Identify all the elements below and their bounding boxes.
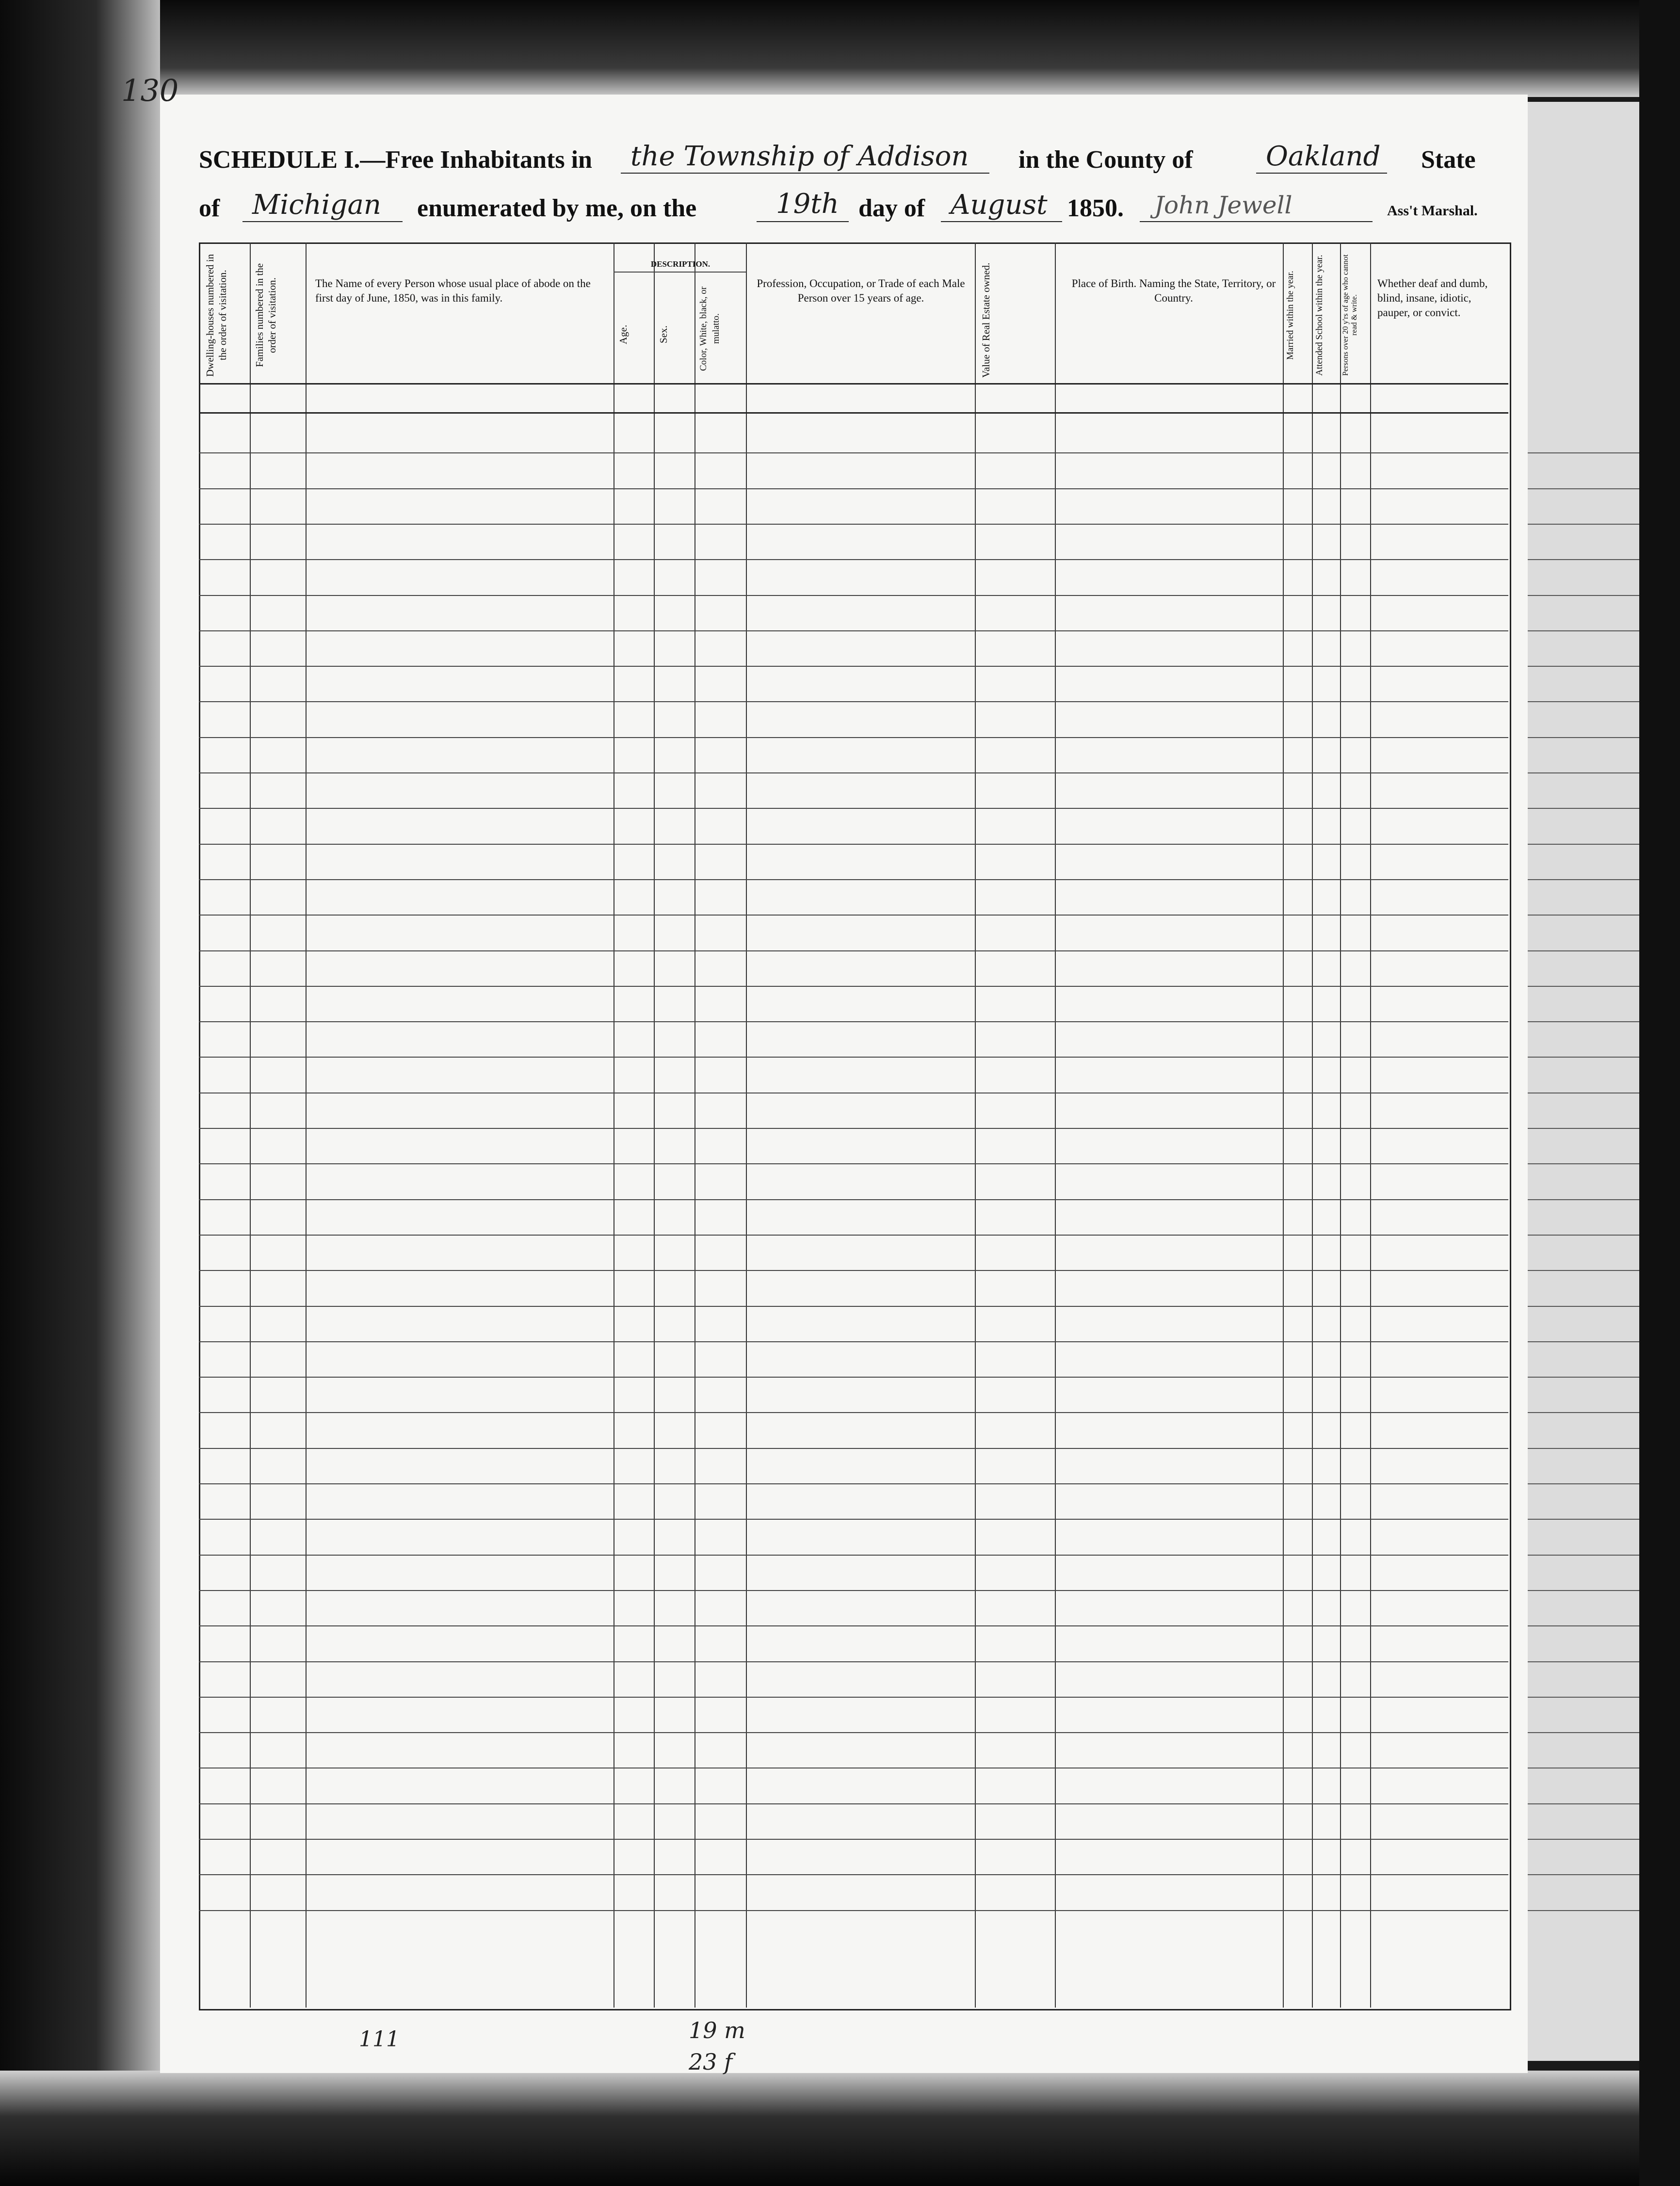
adjacent-row-rule bbox=[1528, 1625, 1639, 1626]
month-underline bbox=[941, 221, 1062, 222]
adjacent-row-rule bbox=[1528, 1448, 1639, 1449]
day-of-label: day of bbox=[858, 194, 925, 222]
adjacent-row-rule bbox=[1528, 452, 1639, 453]
row-rule bbox=[199, 1199, 1508, 1200]
row-rule bbox=[199, 1377, 1508, 1378]
marshal-label: Ass't Marshal. bbox=[1387, 203, 1478, 219]
col11-header: Attended School within the year. bbox=[1314, 255, 1325, 376]
state-value: Michigan bbox=[252, 189, 381, 221]
row-rule bbox=[199, 915, 1508, 916]
row-rule bbox=[199, 1732, 1508, 1733]
adjacent-row-rule bbox=[1528, 772, 1639, 773]
row-rule bbox=[199, 1910, 1508, 1911]
description-rule bbox=[614, 272, 746, 273]
header-rule bbox=[199, 383, 1508, 385]
row-rule bbox=[199, 1555, 1508, 1556]
adjacent-row-rule bbox=[1528, 737, 1639, 738]
col12-header: Persons over 20 y'rs of age who cannot read & write. bbox=[1341, 254, 1358, 376]
row-rule bbox=[199, 1021, 1508, 1022]
description-header: DESCRIPTION. bbox=[650, 259, 711, 269]
subdivision-value: the Township of Addison bbox=[630, 141, 969, 172]
footer-tally-male: 19 m bbox=[689, 2017, 745, 2043]
adjacent-page-strip bbox=[1528, 102, 1639, 2061]
col5-header: Sex. bbox=[658, 325, 669, 344]
column-rule bbox=[746, 242, 747, 2008]
adjacent-row-rule bbox=[1528, 1697, 1639, 1698]
column-rule bbox=[1370, 242, 1371, 2008]
row-rule bbox=[199, 986, 1508, 987]
row-rule bbox=[199, 1128, 1508, 1129]
col10-header: Married within the year. bbox=[1285, 271, 1295, 360]
row-rule bbox=[199, 1590, 1508, 1591]
adjacent-row-rule bbox=[1528, 1803, 1639, 1804]
adjacent-row-rule bbox=[1528, 1128, 1639, 1129]
adjacent-row-rule bbox=[1528, 1235, 1639, 1236]
year-value: 1850. bbox=[1067, 194, 1124, 222]
row-rule bbox=[199, 1874, 1508, 1875]
col8-header: Value of Real Estate owned. bbox=[980, 262, 992, 378]
row-rule bbox=[199, 1306, 1508, 1307]
row-rule bbox=[199, 1341, 1508, 1342]
adjacent-row-rule bbox=[1528, 524, 1639, 525]
column-rule bbox=[250, 242, 251, 2008]
col9-header: Place of Birth. Naming the State, Territory, or Country. bbox=[1071, 277, 1276, 304]
census-table bbox=[199, 242, 1511, 2010]
col13-header: Whether deaf and dumb, blind, insane, idiotic, pauper, or convict. bbox=[1377, 277, 1488, 319]
row-rule bbox=[199, 452, 1508, 453]
day-underline bbox=[757, 221, 849, 222]
county-underline bbox=[1256, 173, 1387, 174]
row-rule bbox=[199, 666, 1508, 667]
adjacent-row-rule bbox=[1528, 879, 1639, 880]
adjacent-row-rule bbox=[1528, 1377, 1639, 1378]
column-rule bbox=[654, 242, 655, 2008]
scan-top-border bbox=[0, 0, 1680, 97]
subdivision-underline bbox=[621, 173, 989, 174]
row-rule bbox=[199, 1163, 1508, 1164]
adjacent-row-rule bbox=[1528, 1555, 1639, 1556]
row-rule bbox=[199, 1270, 1508, 1271]
row-rule bbox=[199, 595, 1508, 596]
column-rule bbox=[1312, 242, 1313, 2008]
column-number-rule bbox=[199, 412, 1508, 414]
adjacent-row-rule bbox=[1528, 986, 1639, 987]
month-value: August bbox=[951, 189, 1048, 221]
row-rule bbox=[199, 488, 1508, 489]
column-rule bbox=[1340, 242, 1341, 2008]
row-rule bbox=[199, 1661, 1508, 1662]
marshal-name: John Jewell bbox=[1154, 191, 1292, 219]
adjacent-row-rule bbox=[1528, 1839, 1639, 1840]
adjacent-row-rule bbox=[1528, 808, 1639, 809]
enumerated-label: enumerated by me, on the bbox=[417, 194, 697, 222]
adjacent-row-rule bbox=[1528, 488, 1639, 489]
adjacent-row-rule bbox=[1528, 844, 1639, 845]
row-rule bbox=[199, 844, 1508, 845]
scan-bottom-border bbox=[0, 2071, 1680, 2186]
column-rule bbox=[306, 242, 307, 2008]
adjacent-row-rule bbox=[1528, 950, 1639, 951]
adjacent-row-rule bbox=[1528, 1021, 1639, 1022]
adjacent-row-rule bbox=[1528, 1057, 1639, 1058]
row-rule bbox=[199, 950, 1508, 951]
day-value: 19th bbox=[776, 188, 839, 220]
col1-header: Dwelling-houses numbered in the order of visitation. bbox=[204, 254, 228, 377]
county-label: in the County of bbox=[1018, 146, 1193, 174]
row-rule bbox=[199, 879, 1508, 880]
row-rule bbox=[199, 1625, 1508, 1626]
adjacent-row-rule bbox=[1528, 1483, 1639, 1484]
adjacent-row-rule bbox=[1528, 701, 1639, 702]
row-rule bbox=[199, 559, 1508, 560]
col6-header: Color, White, black, or mulatto. bbox=[698, 286, 721, 371]
row-rule bbox=[199, 1057, 1508, 1058]
row-rule bbox=[199, 1697, 1508, 1698]
row-rule bbox=[199, 630, 1508, 631]
adjacent-row-rule bbox=[1528, 1306, 1639, 1307]
adjacent-row-rule bbox=[1528, 559, 1639, 560]
county-value: Oakland bbox=[1266, 141, 1381, 172]
footer-tally-female: 23 f bbox=[689, 2049, 733, 2075]
scan-right-border bbox=[1639, 0, 1680, 2186]
col3-header: The Name of every Person whose usual place of abode on the first day of June, 1850, was in this family. bbox=[315, 277, 591, 304]
row-rule bbox=[199, 1839, 1508, 1840]
column-rule bbox=[975, 242, 976, 2008]
row-rule bbox=[199, 808, 1508, 809]
adjacent-row-rule bbox=[1528, 595, 1639, 596]
row-rule bbox=[199, 524, 1508, 525]
adjacent-row-rule bbox=[1528, 1661, 1639, 1662]
schedule-title: SCHEDULE I.—Free Inhabitants in bbox=[199, 146, 592, 174]
adjacent-row-rule bbox=[1528, 1412, 1639, 1413]
row-rule bbox=[199, 701, 1508, 702]
state-label: State bbox=[1421, 146, 1476, 174]
of-label: of bbox=[199, 194, 220, 222]
marshal-underline bbox=[1140, 221, 1373, 222]
state-underline bbox=[242, 221, 403, 222]
adjacent-row-rule bbox=[1528, 1199, 1639, 1200]
adjacent-row-rule bbox=[1528, 1732, 1639, 1733]
row-rule bbox=[199, 1803, 1508, 1804]
column-rule bbox=[1283, 242, 1284, 2008]
adjacent-row-rule bbox=[1528, 915, 1639, 916]
adjacent-row-rule bbox=[1528, 1163, 1639, 1164]
adjacent-row-rule bbox=[1528, 630, 1639, 631]
row-rule bbox=[199, 1483, 1508, 1484]
adjacent-row-rule bbox=[1528, 1270, 1639, 1271]
row-rule bbox=[199, 772, 1508, 773]
adjacent-row-rule bbox=[1528, 1519, 1639, 1520]
adjacent-row-rule bbox=[1528, 1910, 1639, 1911]
row-rule bbox=[199, 737, 1508, 738]
footer-left-mark: 111 bbox=[359, 2027, 400, 2052]
col4-header: Age. bbox=[617, 324, 629, 345]
column-rule bbox=[1055, 242, 1056, 2008]
scan-left-border bbox=[0, 0, 160, 2186]
adjacent-row-rule bbox=[1528, 666, 1639, 667]
adjacent-row-rule bbox=[1528, 1874, 1639, 1875]
col2-header: Families numbered in the order of visitation. bbox=[254, 263, 278, 368]
adjacent-row-rule bbox=[1528, 1341, 1639, 1342]
page-number: 130 bbox=[121, 73, 179, 108]
row-rule bbox=[199, 1448, 1508, 1449]
col7-header: Profession, Occupation, or Trade of each Male Person over 15 years of age. bbox=[757, 277, 965, 304]
row-rule bbox=[199, 1412, 1508, 1413]
adjacent-row-rule bbox=[1528, 1590, 1639, 1591]
row-rule bbox=[199, 1519, 1508, 1520]
row-rule bbox=[199, 1235, 1508, 1236]
